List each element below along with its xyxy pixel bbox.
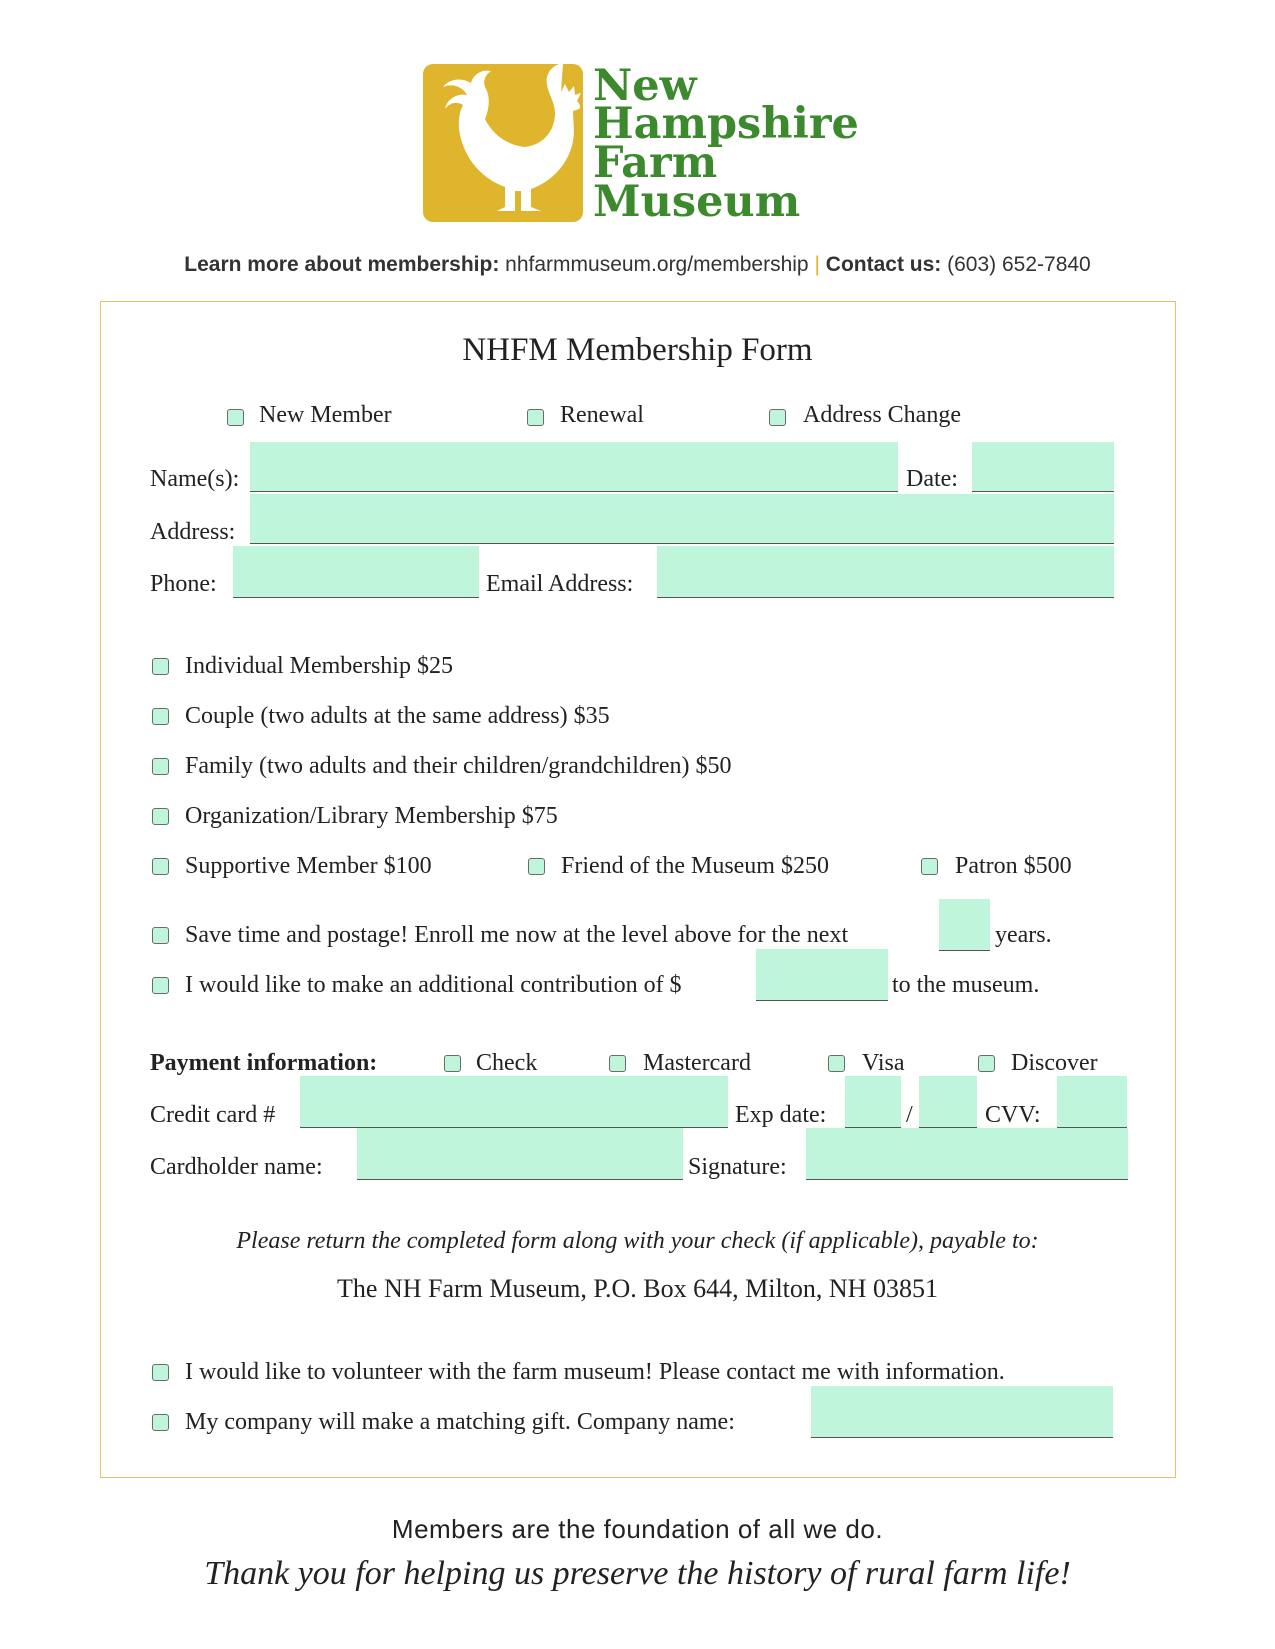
payment-check-checkbox[interactable]: [444, 1055, 461, 1072]
level-friend-label: Friend of the Museum $250: [561, 853, 829, 879]
address-change-label: Address Change: [803, 402, 961, 428]
exp-date-label: Exp date:: [735, 1102, 827, 1128]
matching-gift-checkbox[interactable]: [152, 1414, 169, 1431]
volunteer-text: I would like to volunteer with the farm museum! Please contact me with information.: [185, 1359, 1005, 1385]
enroll-checkbox[interactable]: [152, 927, 169, 944]
contact-phone: (603) 652-7840: [947, 253, 1091, 276]
phone-label: Phone:: [150, 571, 217, 597]
cvv-input[interactable]: [1057, 1076, 1127, 1128]
logo-word-4: Museum: [593, 177, 801, 227]
cardholder-input[interactable]: [357, 1128, 683, 1180]
footer-tagline: Members are the foundation of all we do.: [391, 1514, 884, 1544]
level-supportive-label: Supportive Member $100: [185, 853, 432, 879]
contact-line: [0, 253, 1275, 277]
level-supportive-checkbox[interactable]: [152, 858, 169, 875]
company-name-input[interactable]: [811, 1386, 1113, 1438]
footer-thanks: Thank you for helping us preserve the history of rural farm life!: [204, 1555, 1071, 1592]
payment-check-label: Check: [476, 1050, 538, 1076]
logo-rooster-badge: [423, 64, 583, 222]
mailing-address: The NH Farm Museum, P.O. Box 644, Milton, NH 03851: [337, 1274, 938, 1303]
exp-year-input[interactable]: [919, 1076, 977, 1128]
level-couple-checkbox[interactable]: [152, 708, 169, 725]
payment-discover-checkbox[interactable]: [978, 1055, 995, 1072]
payment-mastercard-label: Mastercard: [643, 1050, 751, 1076]
email-input[interactable]: [657, 546, 1114, 598]
return-note: Please return the completed form along with your check (if applicable), payable to:: [236, 1228, 1039, 1254]
payment-label: Payment information:: [150, 1050, 378, 1076]
level-patron-label: Patron $500: [955, 853, 1072, 879]
address-input[interactable]: [250, 494, 1114, 544]
address-change-checkbox[interactable]: [769, 409, 786, 426]
name-label: Name(s):: [150, 466, 240, 492]
payment-visa-label: Visa: [862, 1050, 905, 1076]
address-label: Address:: [150, 519, 236, 545]
name-input[interactable]: [250, 442, 898, 492]
membership-label: Learn more about membership:: [184, 253, 500, 276]
level-organization-checkbox[interactable]: [152, 808, 169, 825]
new-member-checkbox[interactable]: [227, 409, 244, 426]
separator: |: [814, 253, 820, 276]
contribution-checkbox[interactable]: [152, 977, 169, 994]
enroll-years-text: years.: [995, 922, 1052, 948]
logo-word-3: Farm: [593, 138, 718, 188]
phone-input[interactable]: [233, 546, 479, 598]
enroll-text: Save time and postage! Enroll me now at the level above for the next: [185, 922, 849, 948]
payment-mastercard-checkbox[interactable]: [609, 1055, 626, 1072]
contribution-text: I would like to make an additional contribution of $: [185, 972, 682, 998]
level-individual-checkbox[interactable]: [152, 658, 169, 675]
contribution-amount-input[interactable]: [756, 949, 888, 1001]
level-family-checkbox[interactable]: [152, 758, 169, 775]
contribution-text-end: to the museum.: [892, 972, 1040, 998]
level-couple-label: Couple (two adults at the same address) $35: [185, 703, 610, 729]
payment-discover-label: Discover: [1011, 1050, 1098, 1076]
card-number-input[interactable]: [300, 1076, 728, 1128]
logo-word-2: Hampshire: [593, 99, 859, 149]
rooster-icon: [423, 64, 583, 222]
cvv-label: CVV:: [985, 1102, 1041, 1128]
card-number-label: Credit card #: [150, 1102, 276, 1128]
volunteer-checkbox[interactable]: [152, 1364, 169, 1381]
cardholder-label: Cardholder name:: [150, 1154, 323, 1180]
logo-word-1: New: [593, 61, 697, 111]
level-organization-label: Organization/Library Membership $75: [185, 803, 558, 829]
date-label: Date:: [906, 466, 958, 492]
exp-month-input[interactable]: [845, 1076, 901, 1128]
form-title: NHFM Membership Form: [462, 332, 813, 368]
level-individual-label: Individual Membership $25: [185, 653, 453, 679]
enroll-years-input[interactable]: [939, 899, 990, 951]
signature-input[interactable]: [806, 1128, 1128, 1180]
level-family-label: Family (two adults and their children/grandchildren) $50: [185, 753, 732, 779]
membership-url[interactable]: nhfarmmuseum.org/membership: [505, 253, 809, 276]
signature-label: Signature:: [688, 1154, 787, 1180]
matching-gift-text: My company will make a matching gift. Company name:: [185, 1409, 735, 1435]
email-label: Email Address:: [486, 571, 634, 597]
exp-separator: /: [906, 1102, 913, 1128]
renewal-label: Renewal: [560, 402, 644, 428]
level-friend-checkbox[interactable]: [528, 858, 545, 875]
level-patron-checkbox[interactable]: [921, 858, 938, 875]
new-member-label: New Member: [259, 402, 392, 428]
contact-label: Contact us:: [825, 253, 942, 276]
date-input[interactable]: [972, 442, 1114, 492]
payment-visa-checkbox[interactable]: [828, 1055, 845, 1072]
renewal-checkbox[interactable]: [527, 409, 544, 426]
